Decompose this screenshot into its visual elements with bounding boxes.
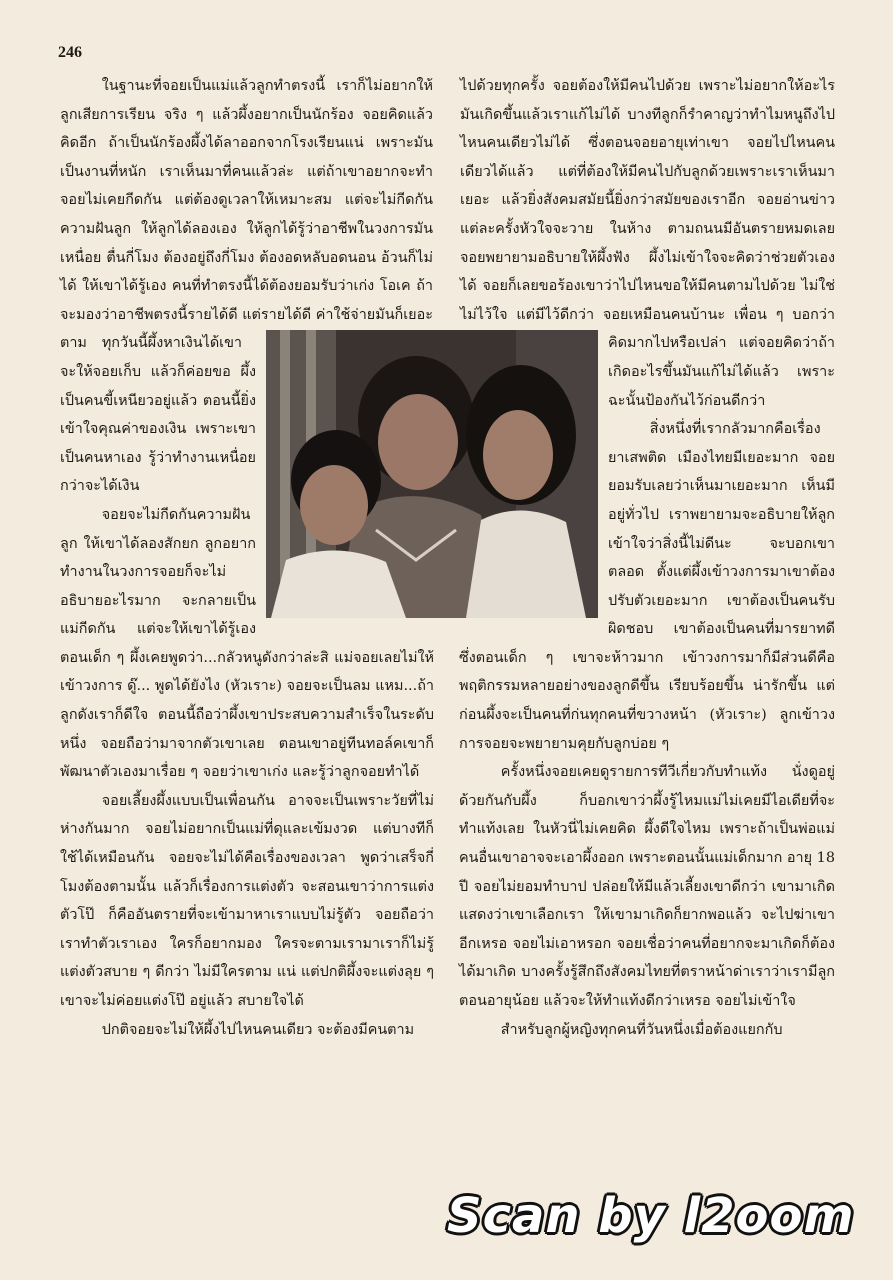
left-paragraph-4: ปกติจอยจะไม่ให้ผึ้งไปไหนคนเดียว จะต้องมีคนตาม [101,1021,415,1038]
right-paragraph-3: ครั้งหนึ่งจอยเคยดูรายการทีวีเกี่ยวกับทำแท้ง นั่งดูอยู่ด้วยกันกับผึ้ง ก็บอกเขาว่าผึ้งรู้ไหมแม่ไม่เคยมีไอเดียที่จะทำแท้งเลย ในหัวนี่ไม่เคยคิด ผึ้งดีใจไหม เพราะถ้าเป็นพ่อแม่คนอื่นเขาอาจจะเอาผึ้งออก เพราะตอนนั้นแม่เด็กมาก อายุ 18 ปี จอยไม่ยอมทำบาป ปล่อยให้มีแล้วเลี้ยงเขาดีกว่า เขามาเกิดแสดงว่าเขาเลือกเรา ให้เขามาเกิดก็ยากพอแล้ว จะไปฆ่าเขาอีกเหรอ จอยไม่เอาหรอก จอยเชื่อว่าคนที่อยากจะมาเกิดก็ต้องได้มาเกิด บางครั้งรู้สึกถึงสังคมไทยที่ตราหน้าด่าเราว่าเรามีลูกตอนอายุน้อย แล้วจะให้ทำแท้งดีกว่าเหรอ จอยไม่เข้าใจ [459,764,835,1009]
right-paragraph-2: สิ่งหนึ่งที่เรากลัวมากคือเรื่องยาเสพติด เมืองไทยมีเยอะมาก จอยยอมรับเลยว่าเห็นมาเยอะมาก เห็นมีอยู่ทั่วไป เราพยายามจะอธิบายให้ลูกเข้าใจว่าสิ่งนี้ไม่ดีนะ จะบอกเขาตลอด ตั้งแต่ผึ้งเข้าวงการมาเขาต้องปรับตัวเยอะมาก เขาต้องเป็นคนรับผิดชอบ เขาต้องเป็นคนที่มารยาทดี ซึ่งตอนเด็ก ๆ เขาจะห้าวมาก เข้าวงการมาก็มีส่วนดีคือพฤติกรรมหลายอย่างของลูกดีขึ้น เรียบร้อยขึ้น น่ารักขึ้น แต่ก่อนผึ้งจะเป็นคนที่ก่นทุกคนที่ขวางหน้า (หัวเราะ) ลูกเข้าวงการจอยจะพยายามคุยกับลูกบ่อย ๆ [459,421,835,752]
photo-space [256,330,434,620]
paragraph-text: ในฐานะที่จอยเป็นแม่แล้วลูกทำตรงนี้ เราก็ไม่อยากให้ลูกเสียการเรียน จริง ๆ แล้วผึ้งอยากเป็นนักร้อง จอยคิดแล้วคิดอีก ถ้าเป็นนักร้องผึ้งได้ลาออกจากโรงเรียนแน่ เพราะมันเป็นงานที่หนัก เราเห็นมาที่คนแล้วล่ะ แต่ถ้าเขาอยากจะทำจอยไม่เคยกีดกัน แต่ต้องดูเวลาให้เหมาะสม แต่จะไม่กีดกันความฝันลูก ให้ลูกได้ลองเอง ให้ลูกได้รู้ว่าอาชีพในวงการมันเหนื่อย ตื่นกี่โมง ต้องอยู่ถึงกี่โมง ต้องอดหลับอดนอน อ้วนก็ไม่ได้ ให้เขาได้รู้เอง คนที่ทำตรงนี้ได้ต้องยอมรับว่าเก่ง โอเค ถ้าจะมองว่าอาชีพตรงนี้รายได้ดี แต่รายได้ดี ค่าใช้จ่ายมันก็เยอะตาม ทุกวันนี้ผึ้งหาเงินได้เขาจะให้จอยเก็บ แล้วก็ค่อยขอ ผึ้งเป็นคนขี้เหนียวอยู่แล้ว ตอนนี้ยิ่งเข้าใจคุณค่าของเงิน เพราะเขาเป็นคนหาเอง รู้ว่าทำงานเหนื่อยกว่าจะได้เงิน [60,78,433,495]
right-paragraph-1: ไปด้วยทุกครั้ง จอยต้องให้มีคนไปด้วย เพราะไม่อยากให้อะไรมันเกิดขึ้นแล้วเราแก้ไม่ได้ บางทีลูกก็รำคาญว่าทำไมหนูถึงไปไหนคนเดียวไม่ได้ ซึ่งตอนจอยอายุเท่าเขา จอยไปไหนคนเดียวได้แล้ว แต่ที่ต้องให้มีคนไปกับลูกด้วยเพราะเราเห็นมาเยอะ แล้วยิ่งสังคมสมัยนี้ยิ่งกว่าสมัยของเราอีก จอยอ่านข่าวแต่ละครั้งหัวใจจะวาย ในห้าง ตามถนนมีอันตรายหมดเลย จอยพยายามอธิบายให้ผึ้งฟัง ผึ้งไม่เข้าใจจะคิดว่าช่วยตัวเองได้ จอยก็เลยขอร้องเขาว่าไปไหนขอให้มีคนตามไปด้วย ไม่ใช่ไม่ไว้ใจ แต่มีไว้ดีกว่า จอยเหมือนคนบ้านะ เพื่อน ๆ บอกว่าคิดมากไปหรือเปล่า แต่จอยคิดว่าถ้าเกิดอะไรขึ้นมันแก้ไม่ได้แล้ว เพราะฉะนั้นป้องกันไว้ก่อนดีกว่า [460,78,835,409]
left-column [60,72,434,1044]
left-paragraph-2: จอยจะไม่กีดกันความฝันลูก ให้เขาได้ลองสักยก ลูกอยากทำงานในวงการจอยก็จะไม่อธิบายอะไรมาก จะกลายเป็นแม่กีดกัน แต่จะให้เขาได้รู้เอง ตอนเด็ก ๆ ผึ้งเคยพูดว่า...กลัวหนูดังกว่าล่ะสิ แม่จอยเลยไม่ให้เข้าวงการ ดู๊... พูดได้ยังไง (หัวเราะ) จอยจะเป็นลม แหม...ถ้าลูกดังเราก็ดีใจ ตอนนี้ถือว่าผึ้งเขาประสบความสำเร็จในระดับหนึ่ง จอยถือว่ามาจากตัวเขาเลย ตอนเขาอยู่ทีนทอล์คเขาก็พัฒนาตัวเองมาเรื่อย ๆ จอยว่าเขาเก่ง และรู้ว่าลูกจอยทำได้ [60,506,434,781]
photo-space [459,330,608,620]
left-paragraph-3: จอยเลี้ยงผึ้งแบบเป็นเพื่อนกัน อาจจะเป็นเพราะวัยที่ไม่ห่างกันมาก จอยไม่อยากเป็นแม่ที่ดุและเข้มงวด แต่บางทีก็ใช้ได้เหมือนกัน จอยจะไม่ได้คือเรื่องของเวลา พูดว่าเสร็จกี่โมงต้องตามนั้น แล้วก็เรื่องการแต่งตัว จะสอนเขาว่าการแต่งตัวโป๊ ก็คืออันตรายที่จะเข้ามาหาเราแบบไม่รู้ตัว จอยถือว่าเราทำตัวเราเอง ใครก็อยากมอง ใครจะตามเรามาเราก็ไม่รู้ แต่งตัวสบาย ๆ ดีกว่า ไม่มีใครตาม แน่ แต่ปกติผึ้งจะแต่งลุย ๆ เขาจะไม่ค่อยแต่งโป๊ อยู่แล้ว สบายใจได้ [60,792,434,1009]
right-paragraph-4: สำหรับลูกผู้หญิงทุกคนที่วันหนึ่งเมื่อต้องแยกกับ [500,1021,783,1038]
watermark-text: Scan by l2oom [447,1188,855,1244]
page-number: 246 [58,44,82,61]
right-column [459,72,835,1044]
float-spacer [433,72,434,330]
